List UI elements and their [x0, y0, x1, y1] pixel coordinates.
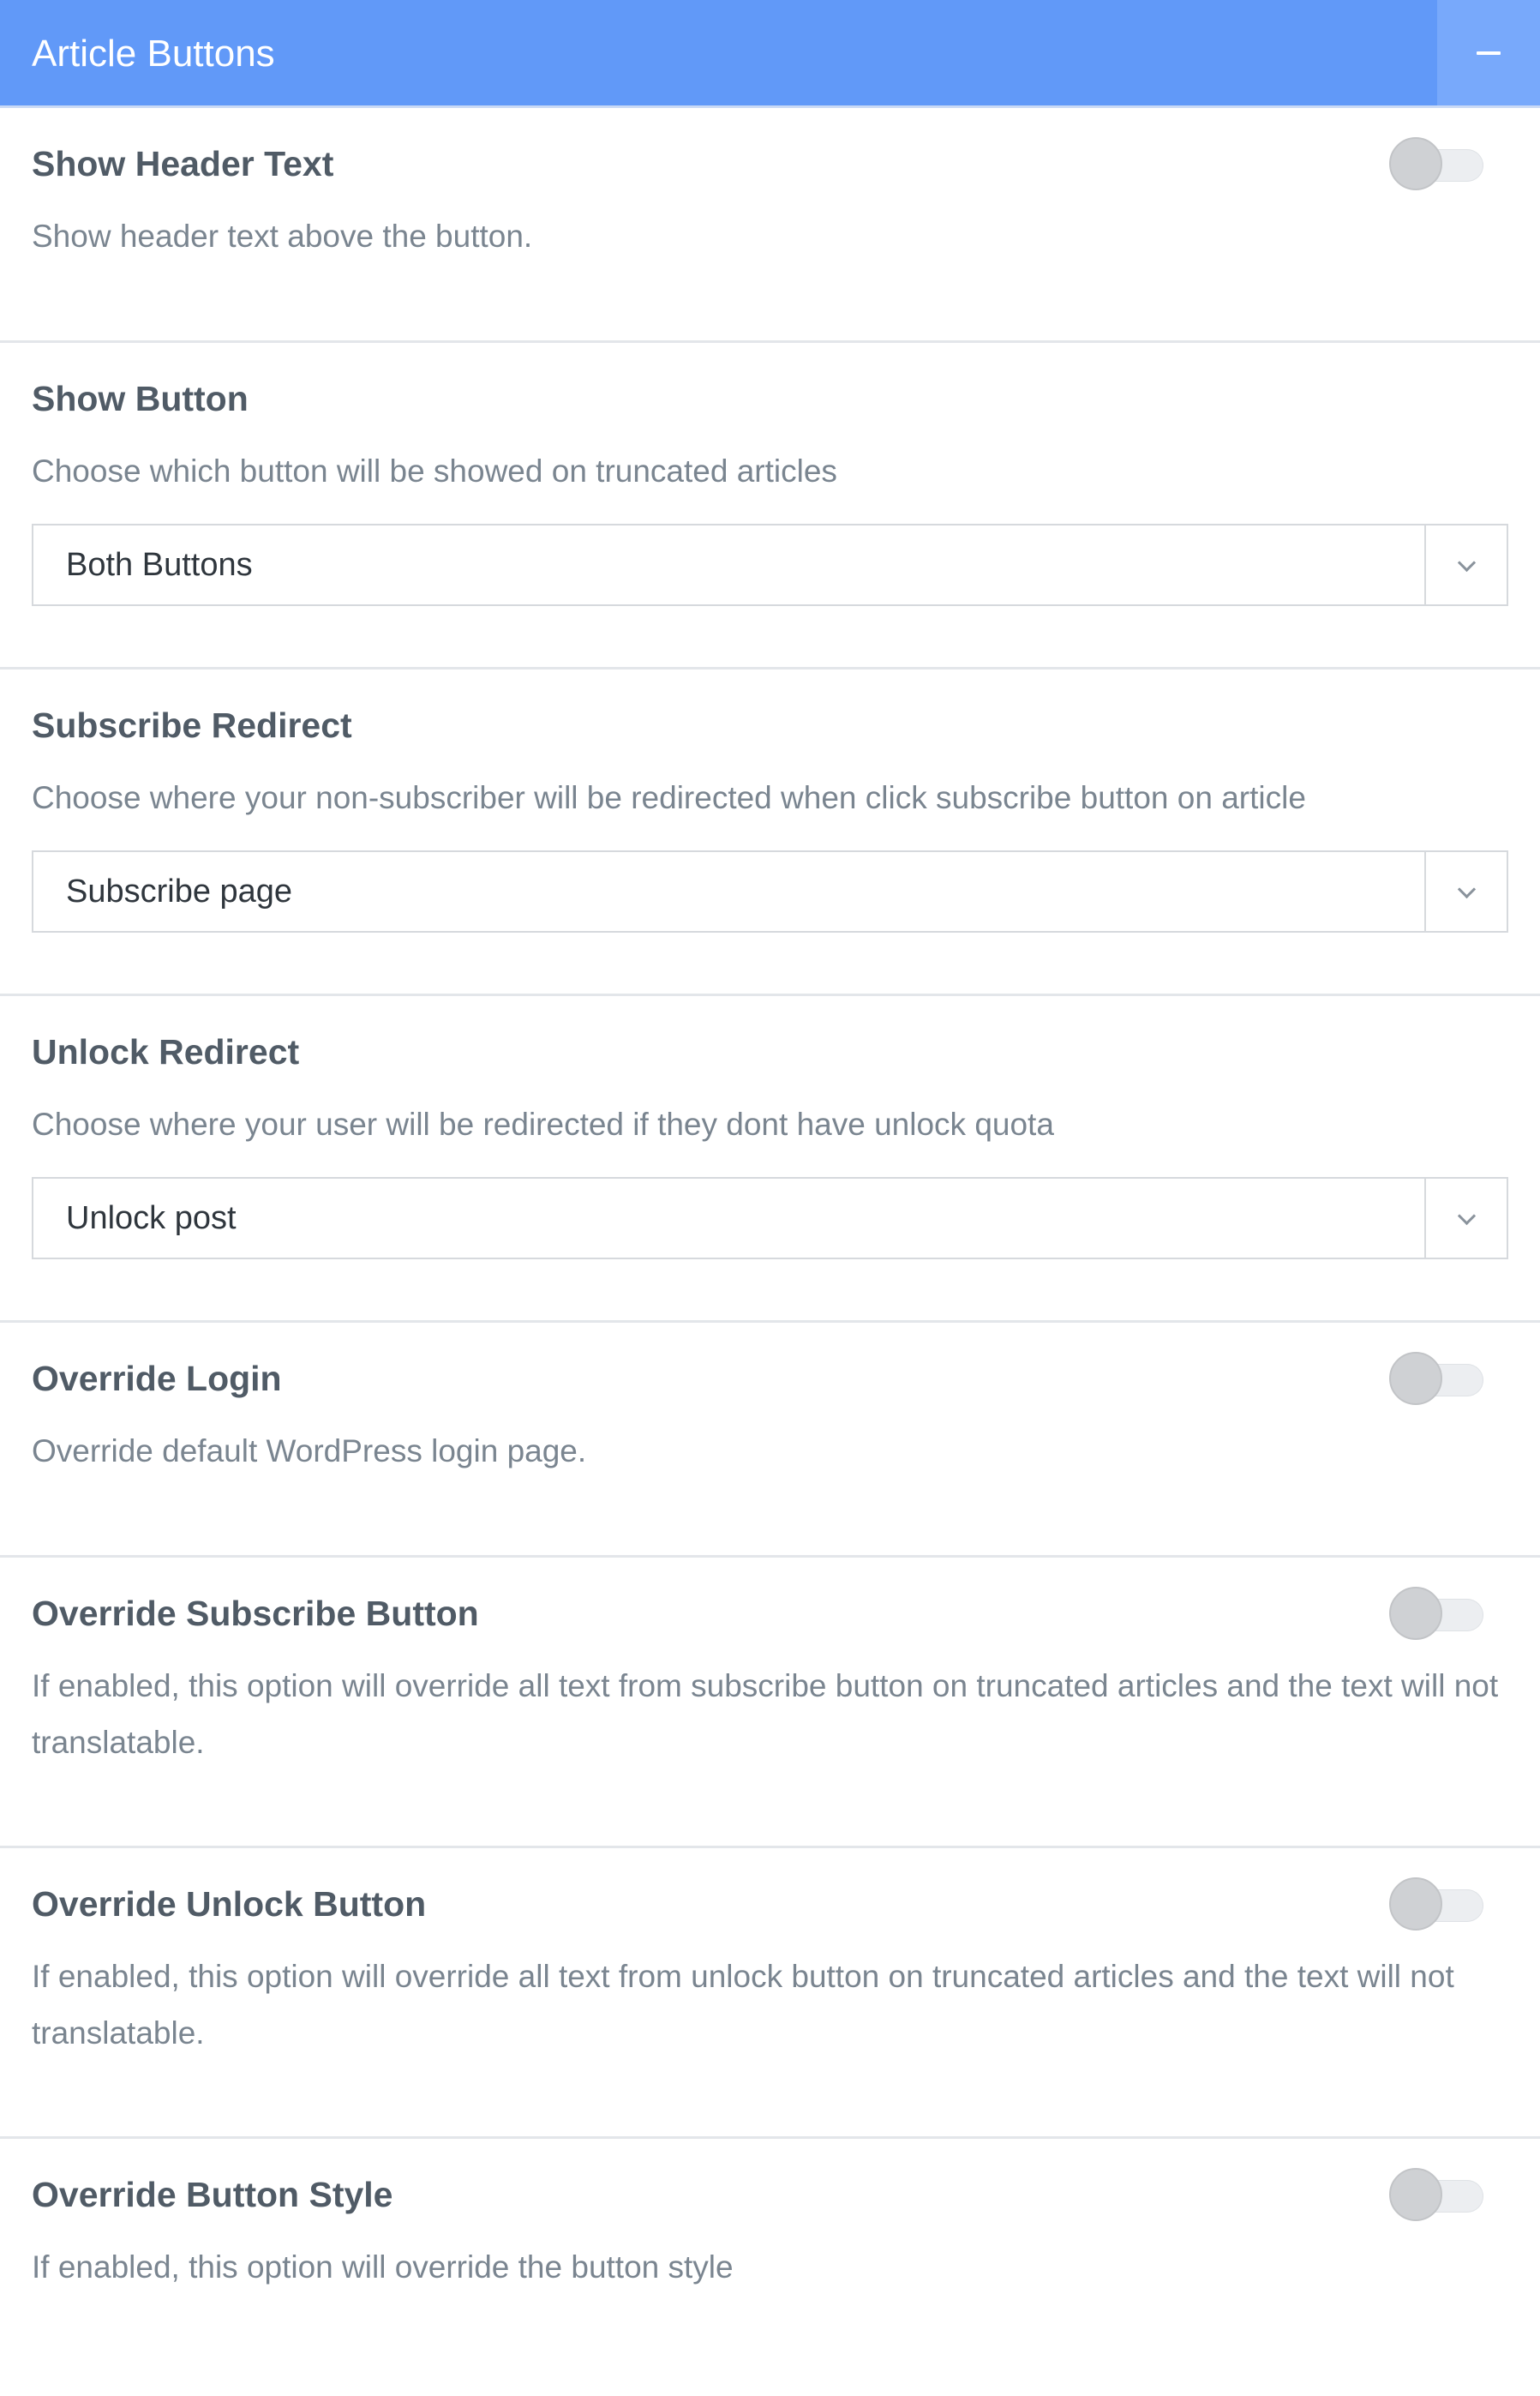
- chevron-down-icon: [1458, 554, 1476, 572]
- section-show-header-text: [0, 108, 1540, 343]
- section-title: Show Button: [32, 379, 249, 418]
- toggle-knob: [1389, 137, 1442, 190]
- show-button-select[interactable]: [32, 524, 1508, 606]
- override-subscribe-button-toggle[interactable]: [1389, 1587, 1490, 1643]
- section-unlock-redirect: [0, 996, 1540, 1323]
- minus-icon: [1477, 51, 1501, 55]
- section-title: Override Unlock Button: [32, 1884, 427, 1924]
- toggle-knob: [1389, 1877, 1442, 1931]
- select-arrow[interactable]: [1424, 525, 1507, 604]
- section-title: Override Button Style: [32, 2175, 393, 2214]
- section-description: Show header text above the button.: [32, 219, 533, 254]
- panel-header: [0, 0, 1540, 108]
- section-show-button: [0, 343, 1540, 670]
- chevron-down-icon: [1458, 1207, 1476, 1225]
- subscribe-redirect-select[interactable]: [32, 850, 1508, 933]
- select-value: Both Buttons: [66, 547, 253, 583]
- section-override-unlock-button: [0, 1848, 1540, 2139]
- section-title: Override Login: [32, 1359, 282, 1398]
- section-description: Choose which button will be showed on truncated articles: [32, 453, 837, 489]
- select-value: Unlock post: [66, 1200, 237, 1236]
- section-override-subscribe-button: [0, 1558, 1540, 1848]
- select-arrow[interactable]: [1424, 852, 1507, 931]
- unlock-redirect-select[interactable]: [32, 1177, 1508, 1259]
- collapse-button[interactable]: [1437, 0, 1540, 105]
- section-title: Show Header Text: [32, 144, 334, 183]
- toggle-knob: [1389, 1587, 1442, 1640]
- override-unlock-button-toggle[interactable]: [1389, 1877, 1490, 1934]
- toggle-knob: [1389, 2168, 1442, 2221]
- panel-title: Article Buttons: [32, 33, 275, 75]
- section-description: Choose where your user will be redirected if they dont have unlock quota: [32, 1107, 1054, 1142]
- section-description: Choose where your non-subscriber will be redirected when click subscribe button on article: [32, 780, 1306, 815]
- section-description: If enabled, this option will override all text from subscribe button on truncated articles and the text will not translatable.: [32, 1668, 1499, 1760]
- section-override-login: [0, 1323, 1540, 1558]
- override-button-style-toggle[interactable]: [1389, 2168, 1490, 2225]
- toggle-knob: [1389, 1352, 1442, 1405]
- section-description: Override default WordPress login page.: [32, 1433, 587, 1468]
- override-login-toggle[interactable]: [1389, 1352, 1490, 1408]
- show-header-text-toggle[interactable]: [1389, 137, 1490, 194]
- chevron-down-icon: [1458, 880, 1476, 898]
- section-title: Override Subscribe Button: [32, 1594, 479, 1633]
- section-description: If enabled, this option will override the button style: [32, 2249, 734, 2285]
- section-override-button-style: [0, 2139, 1540, 2396]
- select-arrow[interactable]: [1424, 1179, 1507, 1258]
- section-title: Unlock Redirect: [32, 1032, 300, 1072]
- section-subscribe-redirect: [0, 670, 1540, 996]
- select-value: Subscribe page: [66, 874, 293, 910]
- section-description: If enabled, this option will override all text from unlock button on truncated articles and the text will not translatable.: [32, 1959, 1454, 2051]
- section-title: Subscribe Redirect: [32, 706, 352, 745]
